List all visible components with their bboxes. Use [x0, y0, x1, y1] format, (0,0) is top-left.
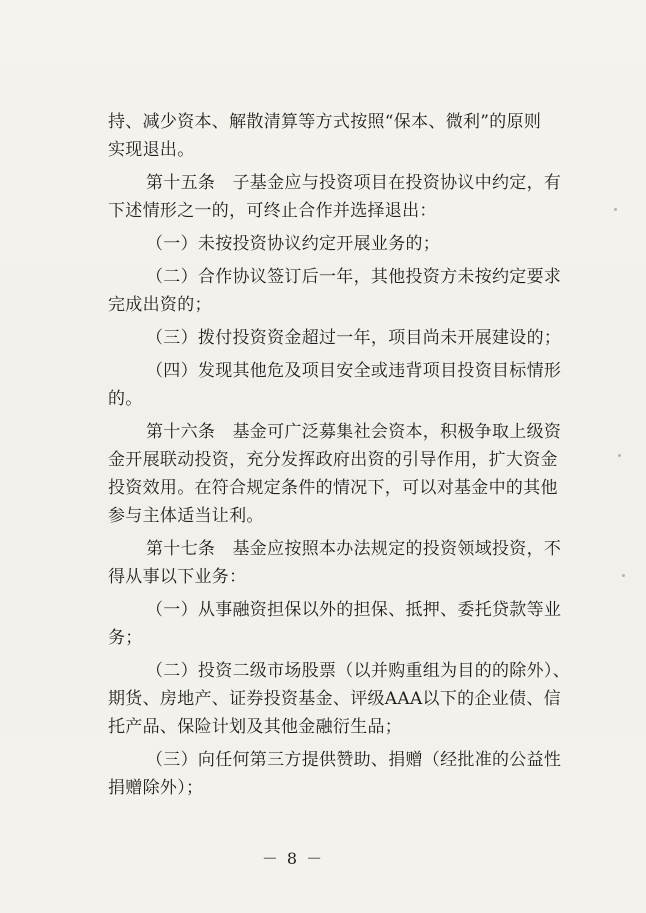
text-line: 第十五条 子基金应与投资项目在投资协议中约定，有: [146, 173, 562, 193]
text-line: 投资效用。在符合规定条件的情况下，可以对基金中的其他: [108, 478, 558, 498]
text-line: 实现退出。: [108, 140, 195, 160]
text-line: 参与主体适当让利。: [108, 506, 264, 526]
text-line: 金开展联动投资，充分发挥政府出资的引导作用，扩大资金: [108, 450, 558, 470]
text-line: （二）合作协议签订后一年，其他投资方未按约定要求: [146, 267, 562, 287]
scan-speck: [622, 574, 625, 577]
text-line: （四）发现其他危及项目安全或违背项目投资目标情形: [146, 361, 562, 381]
text-line: 完成出资的；: [108, 295, 212, 315]
text-line: （二）投资二级市场股票（以并购重组为目的的除外）、: [146, 661, 570, 681]
text-line: 托产品、保险计划及其他金融衍生品；: [108, 717, 403, 737]
text-line: 得从事以下业务：: [108, 567, 247, 587]
text-line: 捐赠除外）；: [108, 778, 204, 798]
text-line: （一）从事融资担保以外的担保、抵押、委托贷款等业: [146, 600, 562, 620]
text-line: （三）向任何第三方提供赞助、捐赠（经批准的公益性: [146, 750, 562, 770]
document-body: [108, 108, 568, 802]
scan-speck: [614, 208, 617, 211]
text-line: 期货、房地产、证券投资基金、评级AAA以下的企业债、信: [108, 689, 561, 709]
page-number: － 8 －: [261, 849, 325, 868]
text-line: 持、减少资本、解散清算等方式按照“保本、微利”的原则: [108, 112, 542, 132]
text-line: 下述情形之一的，可终止合作并选择退出：: [108, 201, 437, 221]
text-line: 的。: [108, 389, 143, 409]
text-line: 第十六条 基金可广泛募集社会资本，积极争取上级资: [146, 422, 562, 442]
scan-speck: [618, 454, 621, 457]
text-line: （一）未按投资协议约定开展业务的；: [146, 234, 441, 254]
text-line: 第十七条 基金应按照本办法规定的投资领域投资，不: [146, 539, 562, 559]
text-line: （三）拨付投资资金超过一年，项目尚未开展建设的；: [146, 328, 562, 348]
text-line: 务；: [108, 628, 143, 648]
